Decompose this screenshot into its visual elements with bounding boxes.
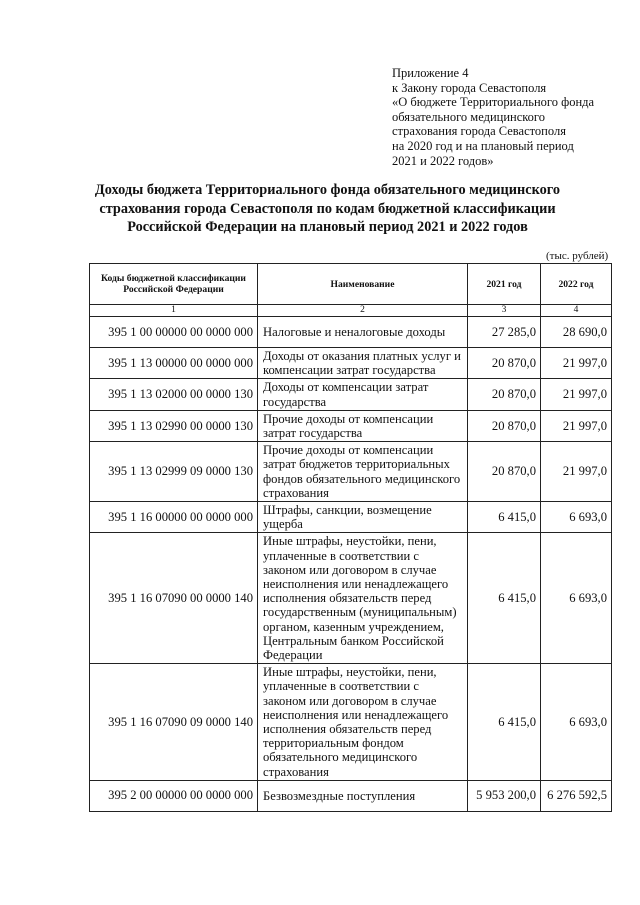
table-row	[90, 348, 612, 379]
value-2022: 6 693,0	[541, 533, 612, 664]
value-2021: 6 415,0	[468, 664, 541, 781]
table-row	[90, 780, 612, 811]
income-name: Иные штрафы, неустойки, пени, уплаченные в соответствии с законом или договором в случае неисполнения или ненадлежащего исполнения обязательств перед государственным (муниципальным) органом, казенным учреждением, Центральным банком Российской Федерации	[258, 533, 468, 664]
title-line: Российской Федерации на плановый период 2021 и 2022 годов	[127, 219, 528, 235]
budget-code: 395 1 13 02990 00 0000 130	[90, 410, 258, 441]
table-row	[90, 442, 612, 502]
budget-code: 395 1 16 00000 00 0000 000	[90, 502, 258, 533]
table-row	[90, 317, 612, 348]
value-2021: 27 285,0	[468, 317, 541, 348]
header-codes: Коды бюджетной классификации Российской Федерации	[90, 264, 258, 305]
appendix-line: «О бюджете Территориального фонда	[392, 95, 595, 110]
value-2022: 6 276 592,5	[541, 780, 612, 811]
appendix-line: к Закону города Севастополя	[392, 80, 547, 95]
budget-code: 395 1 13 02000 00 0000 130	[90, 379, 258, 410]
value-2021: 5 953 200,0	[468, 780, 541, 811]
value-2021: 20 870,0	[468, 410, 541, 441]
title-line: страхования города Севастополя по кодам бюджетной классификации	[99, 200, 556, 217]
value-2022: 21 997,0	[541, 348, 612, 379]
column-number-row	[90, 305, 612, 317]
income-name: Безвозмездные поступления	[258, 780, 468, 811]
appendix-line: на 2020 год и на плановый период	[392, 138, 574, 153]
table-row	[90, 379, 612, 410]
income-name: Иные штрафы, неустойки, пени, уплаченные в соответствии с законом или договором в случае неисполнения или ненадлежащего исполнения обязательств перед территориальным фондом обязательного медицинского страхования	[258, 664, 468, 781]
budget-code: 395 1 13 00000 00 0000 000	[90, 348, 258, 379]
column-number: 3	[468, 305, 541, 317]
budget-code: 395 1 16 07090 00 0000 140	[90, 533, 258, 664]
value-2022: 6 693,0	[541, 664, 612, 781]
appendix-line: обязательного медицинского	[392, 109, 546, 124]
value-2022: 21 997,0	[541, 379, 612, 410]
table-row	[90, 533, 612, 664]
table-header-row	[90, 264, 612, 305]
header-2022: 2022 год	[541, 264, 612, 305]
table-row	[90, 410, 612, 441]
income-name: Доходы от оказания платных услуг и компенсации затрат государства	[258, 348, 468, 379]
header-2021: 2021 год	[468, 264, 541, 305]
header-name: Наименование	[258, 264, 468, 305]
value-2021: 20 870,0	[468, 442, 541, 502]
appendix-line: страхования города Севастополя	[392, 124, 566, 139]
table-row	[90, 664, 612, 781]
column-number: 2	[258, 305, 468, 317]
value-2022: 21 997,0	[541, 442, 612, 502]
column-number: 4	[541, 305, 612, 317]
budget-code: 395 1 16 07090 09 0000 140	[90, 664, 258, 781]
value-2021: 20 870,0	[468, 348, 541, 379]
budget-code: 395 2 00 00000 00 0000 000	[90, 780, 258, 811]
units-label: (тыс. рублей)	[546, 250, 609, 262]
budget-code: 395 1 00 00000 00 0000 000	[90, 317, 258, 348]
appendix-line: 2021 и 2022 годов»	[392, 153, 494, 168]
income-name: Налоговые и неналоговые доходы	[258, 317, 468, 348]
income-name: Доходы от компенсации затрат государства	[258, 379, 468, 410]
document-title	[60, 181, 595, 237]
income-name: Прочие доходы от компенсации затрат государства	[258, 410, 468, 441]
income-table	[89, 263, 612, 812]
value-2021: 6 415,0	[468, 502, 541, 533]
income-name: Штрафы, санкции, возмещение ущерба	[258, 502, 468, 533]
value-2021: 6 415,0	[468, 533, 541, 664]
table-row	[90, 502, 612, 533]
value-2021: 20 870,0	[468, 379, 541, 410]
budget-code: 395 1 13 02999 09 0000 130	[90, 442, 258, 502]
column-number: 1	[90, 305, 258, 317]
value-2022: 21 997,0	[541, 410, 612, 441]
appendix-note	[392, 66, 632, 168]
value-2022: 6 693,0	[541, 502, 612, 533]
income-name: Прочие доходы от компенсации затрат бюджетов территориальных фондов обязательного медицинского страхования	[258, 442, 468, 502]
value-2022: 28 690,0	[541, 317, 612, 348]
title-line: Доходы бюджета Территориального фонда обязательного медицинского	[94, 182, 561, 198]
appendix-line: Приложение 4	[392, 66, 469, 80]
